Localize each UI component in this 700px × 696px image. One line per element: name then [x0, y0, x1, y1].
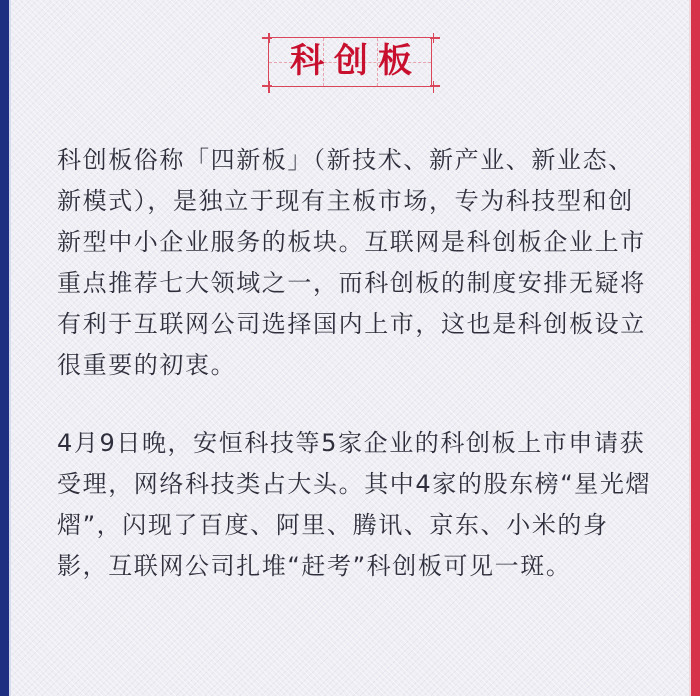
corner-tick: [268, 81, 270, 93]
article-paragraph: 科创板俗称「四新板」（新技术、新产业、新业态、新模式），是独立于现有主板市场，专为科技型和创新型中小企业服务的板块。互联网是科创板企业上市重点推荐七大领域之一，而科创板的制度安排无疑将有利于互联网公司选择国内上市，这也是科创板设立很重要的初衷。: [57, 146, 646, 379]
corner-tick: [262, 85, 272, 87]
article-body: [57, 140, 657, 587]
corner-tick: [430, 85, 440, 87]
page-title: 科创板: [290, 41, 422, 81]
corner-tick: [430, 37, 440, 39]
title-frame: [262, 33, 440, 95]
right-accent-stripe: [689, 0, 700, 696]
left-accent-stripe: [0, 0, 11, 696]
corner-tick: [433, 81, 435, 93]
corner-tick: [262, 37, 272, 39]
article-paragraph: 4月9日晚，安恒科技等5家企业的科创板上市申请获受理，网络科技类占大头。其中4家的股东榜“星光熠熠”，闪现了百度、阿里、腾讯、京东、小米的身影，互联网公司扎堆“赶考”科创板可见一斑。: [57, 429, 652, 580]
